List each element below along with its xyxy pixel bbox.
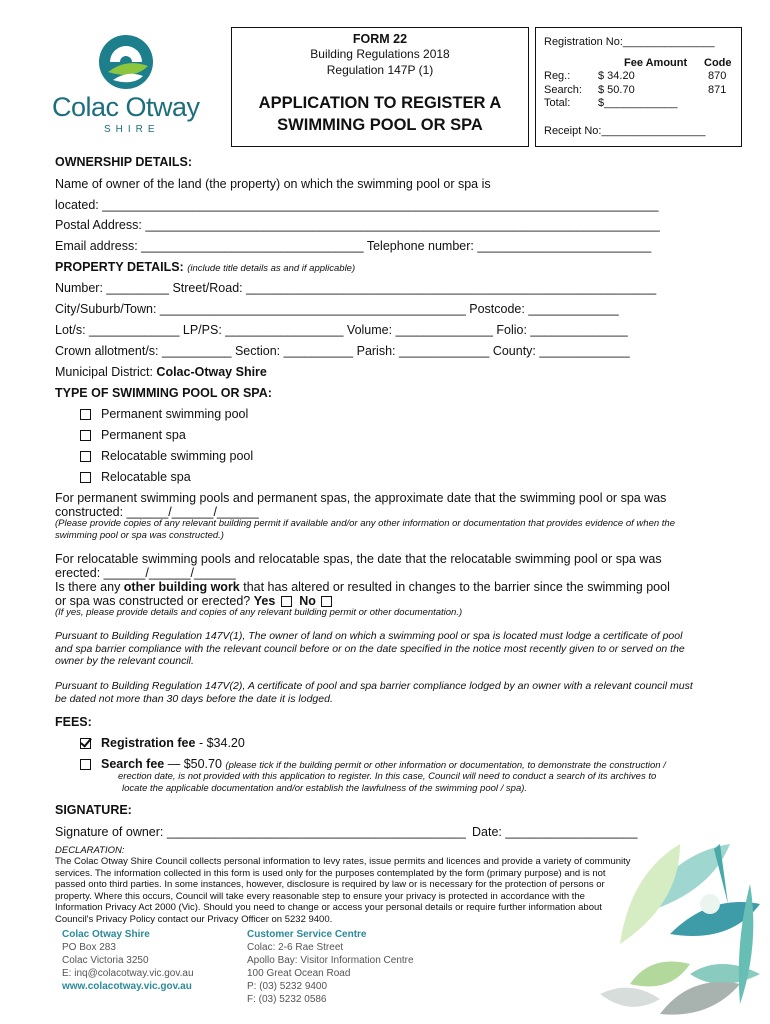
option-relocatable-spa[interactable] [80,470,191,484]
footer-town: Colac Victoria 3250 [62,955,149,966]
search-fee-checkbox[interactable] [80,759,91,770]
logo-text-sub: SHIRE [104,124,160,135]
option-label: Relocatable spa [101,470,191,484]
property-heading [55,260,355,274]
footer-org-title: Colac Otway Shire [62,929,150,940]
receipt-no[interactable]: Receipt No:_________________ [544,125,706,137]
municipal-label: Municipal District: [55,365,153,379]
option-relocatable-pool[interactable] [80,449,253,463]
property-heading-note: (include title details as and if applicable) [187,263,356,274]
constructed-date-field[interactable]: constructed: ______/______/______ [55,505,259,519]
footer-service-title: Customer Service Centre [247,929,367,940]
footer-email[interactable]: E: inq@colacotway.vic.gov.au [62,968,194,979]
logo-text-main: Colac Otway [52,92,200,122]
permanent-date-note: (Please provide copies of any relevant building permit if available and/or any other information or documentation that provides evidence of when the swimming pool or spa was constructed.) [55,518,675,541]
form-number: FORM 22 [352,32,408,46]
other-work-question [55,580,670,594]
search-fee-note-3: locate the applicable documentation and/or establish the lawfulness of the swimming pool / spa). [122,783,528,794]
logo-icon [50,32,210,92]
checkbox[interactable] [80,430,91,441]
registration-no[interactable]: Registration No:_______________ [544,36,715,48]
option-permanent-spa[interactable] [80,428,186,442]
reg-code: 870 [708,70,727,82]
total-fee[interactable]: $____________ [598,97,678,109]
form-title-box [231,27,529,147]
checkbox[interactable] [80,451,91,462]
form-regs: Building Regulations 2018 [310,47,450,61]
checkbox[interactable] [80,409,91,420]
search-fee-option[interactable] [80,757,666,771]
total-label: Total: [544,97,571,109]
street-number-field[interactable]: Number: _________ Street/Road: ___________________________________________________________ [55,281,657,295]
reg-label: Reg.: [544,70,571,82]
fee-amount-header: Fee Amount [624,57,688,69]
registration-fee-checkbox[interactable] [80,738,91,749]
email-telephone-field[interactable]: Email address: ________________________________ Telephone number: _________________________ [55,239,652,253]
signature-heading: SIGNATURE: [55,803,132,817]
search-fee-note-2: erection date, is not provided with this application to register. In this case, Council will need to conduct a search of its archives to [118,771,657,782]
located-field[interactable]: located: ________________________________________________________________________________ [55,198,659,212]
no-checkbox[interactable] [321,596,332,607]
search-fee: $ 50.70 [598,84,635,96]
regulation-147v2: Pursuant to Building Regulation 147V(2), A certificate of pool and spa barrier compliance lodged by an owner with a relevant council must be dated not more than 30 days before the date it is lodged. [55,680,693,705]
other-work-bold: other building work [123,580,240,594]
form-title-line2: SWIMMING POOL OR SPA [277,116,483,134]
search-label: Search: [544,84,582,96]
crown-parish-county-field[interactable]: Crown allotment/s: __________ Section: __________ Parish: _____________ County: _____________ [55,344,630,358]
municipal-district [55,365,267,379]
date-field[interactable]: Date: ___________________ [472,825,638,839]
postal-address-field[interactable]: Postal Address: __________________________________________________________________________ [55,218,660,232]
footer-colac-address: Colac: 2-6 Rae Street [247,942,344,953]
search-fee-note-1: (please tick if the building permit or other information or documentation, to demonstrate the construction / [225,760,666,771]
council-logo [50,32,210,137]
office-use-box [535,27,742,147]
footer-great-ocean-road: 100 Great Ocean Road [247,968,351,979]
property-heading-text: PROPERTY DETAILS: [55,260,184,274]
owner-name-line: Name of owner of the land (the property) on which the swimming pool or spa is [55,177,491,191]
search-code: 871 [708,84,727,96]
regulation-147v1: Pursuant to Building Regulation 147V(1), The owner of land on which a swimming pool or spa is located must lodge a certificate of pool and spa barrier compliance with the relevant council before or on the date specified in the notice most recently given to or served on the owner by the relevant council. [55,630,685,667]
relocatable-date-question: For relocatable swimming pools and relocatable spas, the date that the relocatable swimming pool or spa was [55,552,662,566]
yes-label: Yes [253,594,276,608]
foliage-decoration [520,784,770,1024]
option-permanent-pool[interactable] [80,407,248,421]
footer-website[interactable]: www.colacotway.vic.gov.au [62,981,192,992]
form-title-line1: APPLICATION TO REGISTER A [258,94,502,112]
option-label: Permanent swimming pool [101,407,249,421]
registration-fee-option[interactable] [80,736,245,750]
footer-address-column [62,928,194,993]
lot-volume-folio-field[interactable]: Lot/s: _____________ LP/PS: _________________ Volume: ______________ Folio: ______________ [55,323,628,337]
code-header: Code [704,57,732,69]
reg-fee: $ 34.20 [598,70,635,82]
footer-apollo-bay: Apollo Bay: Visitor Information Centre [247,955,414,966]
registration-fee-amount: - $34.20 [198,736,245,750]
permanent-date-question: For permanent swimming pools and permanent spas, the approximate date that the swimming pool or spa was [55,491,667,505]
fees-heading: FEES: [55,715,92,729]
other-work-note: (If yes, please provide details and copies of any relevant building permit or other documentation.) [55,607,463,618]
municipal-value: Colac-Otway Shire [156,365,267,379]
city-postcode-field[interactable]: City/Suburb/Town: ____________________________________________ Postcode: _____________ [55,302,619,316]
registration-fee-label: Registration fee [101,736,196,750]
erected-date-field[interactable]: erected: ______/______/______ [55,566,236,580]
other-work-q2: or spa was constructed or erected? [55,594,251,608]
no-label: No [299,594,316,608]
other-work-post: that has altered or resulted in changes to the barrier since the swimming pool [239,580,670,594]
other-work-question-line2 [55,594,342,608]
footer-phone: P: (03) 5232 9400 [247,981,328,992]
signature-field[interactable]: Signature of owner: ___________________________________________ [55,825,466,839]
footer-fax: F: (03) 5232 0586 [247,994,327,1005]
option-label: Relocatable swimming pool [101,449,254,463]
declaration-text: The Colac Otway Shire Council collects personal information to levy rates, issue permits and licences and provide a variety of community services. The information collected in this form is used only for the purposes contemplated by the form (primary purpose) and is not passed onto third parties. In some instances, however, disclosure is required by law or is necessary for the protection of persons or property. Where this occurs, Council will take every reasonable step to ensure your privacy is protected in accordance with the Information Privacy Act 2000 (Vic). Should you need to change or access your personal details or require further information about Council's Privacy Policy contact our Privacy Officer on 5232 9400. [55,856,631,925]
option-label: Permanent spa [101,428,186,442]
yes-checkbox[interactable] [281,596,292,607]
search-fee-label: Search fee [101,757,165,771]
footer-service-column [247,928,414,1006]
footer-po-box: PO Box 283 [62,942,116,953]
declaration-label: DECLARATION: [55,845,125,856]
other-work-pre: Is there any [55,580,124,594]
pool-type-heading: TYPE OF SWIMMING POOL OR SPA: [55,386,272,400]
form-reg-ref: Regulation 147P (1) [326,63,434,77]
search-fee-amount: — $50.70 [167,757,222,771]
checkbox[interactable] [80,472,91,483]
ownership-heading: OWNERSHIP DETAILS: [55,155,193,169]
